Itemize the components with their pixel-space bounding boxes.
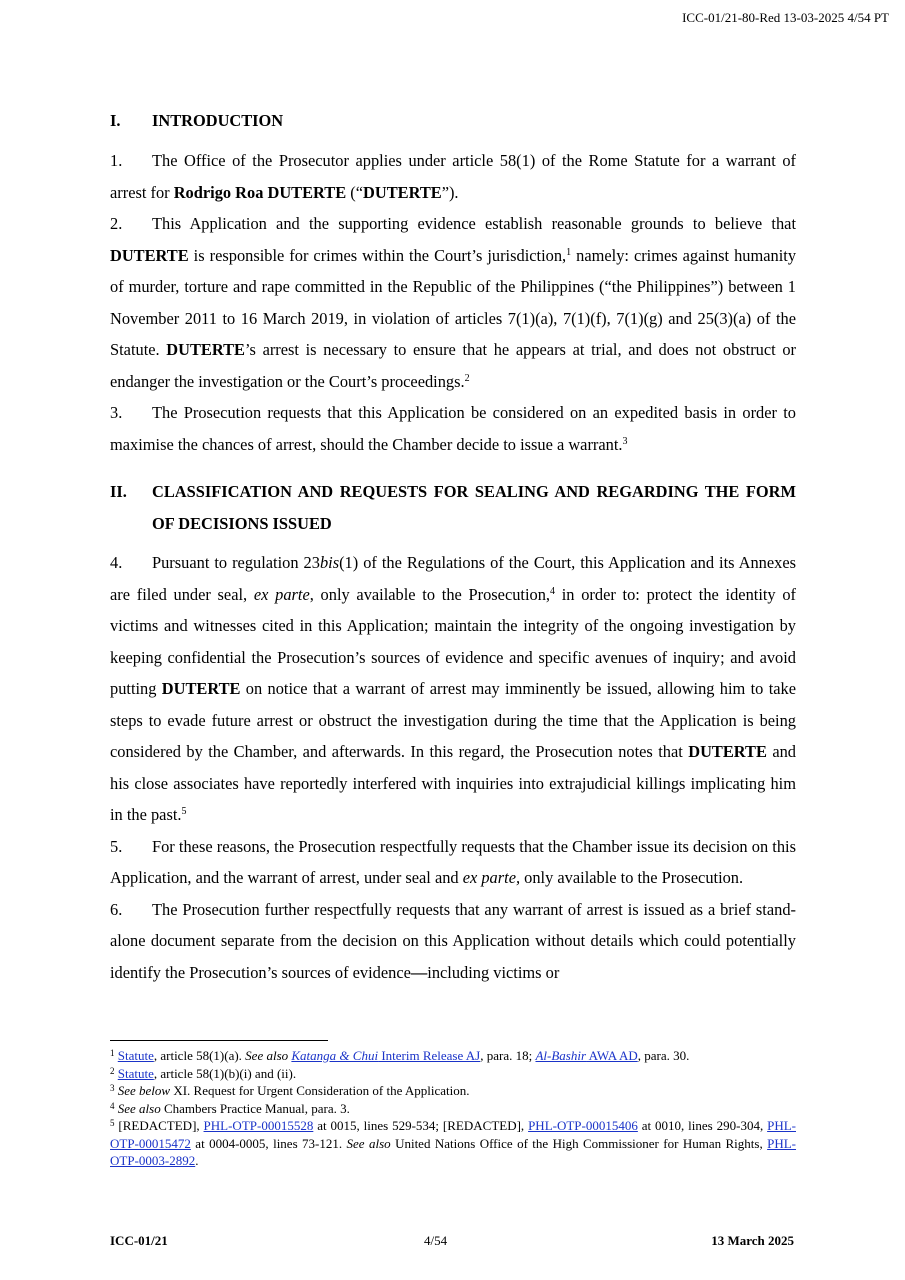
footnote-text: Chambers Practice Manual, para. 3. (160, 1100, 350, 1116)
paragraph-text: Pursuant to regulation 23 (152, 553, 320, 572)
footnote-text: at 0004-0005, lines 73-121. (190, 1135, 347, 1151)
italic-term: ex parte, (462, 868, 521, 887)
defendant-short-name: DUTERTE (363, 182, 442, 202)
defendant-short-name: DUTERTE (166, 340, 245, 359)
paragraph-number: 6. (110, 899, 123, 919)
defendant-short-name: DUTERTE (110, 245, 189, 265)
section-title: INTRODUCTION (152, 111, 284, 130)
footnote-text: , article 58(1)(b)(i) and (ii). (153, 1065, 297, 1081)
see-also-italic: See also (117, 1100, 161, 1116)
footer-case-number: ICC-01/21 (110, 1233, 168, 1248)
footnote-number: 5 (110, 1118, 115, 1128)
classification-paragraphs (110, 547, 796, 988)
footnote-ref-3[interactable]: 3 (622, 435, 628, 447)
footnote-ref-1[interactable]: 1 (566, 246, 572, 258)
paragraph-text: namely: crimes against humanity of murder, torture and rape committed in the Republic of the Philippines (“the Philippines”) between 1 November 2011 to 16 March 2019, in violation of articles 7(1)(a), 7(1)(f), 7(1)(g) and 25(3)(a) of the Statute. (110, 245, 797, 359)
link-evidence-15406[interactable]: PHL-OTP-00015406 (528, 1118, 638, 1133)
defendant-name: Rodrigo Roa DUTERTE (173, 182, 347, 202)
em-dash: — (410, 962, 428, 982)
footnote-text: at 0010, lines 290-304, (637, 1118, 768, 1133)
section-heading-introduction (110, 105, 796, 137)
paragraph-text: ”). (441, 182, 459, 202)
paragraph-number: 2. (110, 214, 123, 233)
section-number: II. (110, 482, 127, 501)
paragraph-text: including victims or (427, 962, 560, 982)
paragraph-text: ’s arrest is necessary to ensure that he appears at trial, and does not obstruct or endanger the investigation or the Court’s proceedings. (110, 340, 797, 391)
paragraph-number: 5. (110, 836, 123, 856)
italic-term: ex parte (253, 584, 310, 604)
paragraph-text: The Office of the Prosecutor applies under article 58(1) of the Rome Statute for a warrant of arrest for (110, 151, 796, 202)
footnote-5 (110, 1117, 796, 1170)
paragraph-text: For these reasons, the Prosecution respectfully requests that the Chamber issue its decision on this Application, and the warrant of arrest, under seal and (110, 836, 796, 887)
section-number: I. (110, 111, 121, 130)
defendant-short-name: DUTERTE (161, 679, 241, 698)
paragraph-text: and his close associates have reportedly interfered with inquiries into extrajudicial killings implicating him in the past. (110, 742, 796, 824)
section-heading-classification (110, 476, 796, 539)
paragraph-1 (110, 145, 796, 208)
paragraph-text: (“ (346, 182, 364, 202)
see-also-italic: See also (346, 1135, 391, 1151)
link-katanga-chui-interim-release[interactable] (291, 1048, 480, 1063)
link-statute[interactable]: Statute (117, 1048, 154, 1063)
footnote-text: United Nations Office of the High Commissioner for Human Rights, (390, 1135, 768, 1151)
footnote-separator (110, 1040, 328, 1041)
footnote-number: 2 (110, 1065, 115, 1076)
footnote-ref-4[interactable]: 4 (550, 585, 556, 597)
link-statute[interactable]: Statute (117, 1065, 154, 1081)
footnote-4 (110, 1100, 796, 1118)
paragraph-5 (110, 831, 796, 894)
paragraph-text: , only available to the Prosecution, (309, 584, 551, 604)
footnote-number: 4 (110, 1100, 115, 1111)
paragraph-number: 1. (110, 151, 123, 170)
defendant-short-name: DUTERTE (688, 742, 767, 761)
footnote-text: . (195, 1153, 199, 1168)
link-evidence-15472[interactable]: PHL-OTP-00015472 (110, 1118, 796, 1151)
footnote-3 (110, 1082, 796, 1100)
paragraph-3 (110, 397, 796, 460)
case-name-italic: Al-Bashir (535, 1048, 587, 1063)
document-reference-header: ICC-01/21-80-Red 13-03-2025 4/54 PT (682, 10, 889, 25)
footnote-text: [REDACTED], (118, 1118, 204, 1133)
paragraph-number: 4. (110, 553, 123, 572)
italic-term: bis (319, 553, 340, 572)
paragraph-text: The Prosecution further respectfully requests that any warrant of arrest is issued as a brief stand-alone document separate from the decision on this Application without details which could potentially identify the Prosecution’s sources of evidence (110, 899, 796, 982)
paragraph-text: is responsible for crimes within the Court’s jurisdiction, (188, 245, 567, 265)
footnote-2 (110, 1065, 796, 1083)
link-al-bashir-awa-ad[interactable] (535, 1048, 637, 1063)
paragraph-text: (1) of the Regulations of the Court, this Application and its Annexes are filed under seal, (110, 553, 796, 604)
paragraph-text: on notice that a warrant of arrest may imminently be issued, allowing him to take steps to evade future arrest or obstruct the investigation during the time that the Application is being considered by the Chamber, and afterwards. In this regard, the Prosecution notes that (110, 679, 797, 761)
link-evidence-2892[interactable]: PHL-OTP-0003-2892 (110, 1135, 797, 1168)
paragraph-4 (110, 547, 796, 831)
footnote-text: , para. 18; (480, 1048, 536, 1063)
link-text: Interim Release AJ (378, 1048, 481, 1063)
link-evidence-15528[interactable]: PHL-OTP-00015528 (203, 1118, 314, 1133)
footnote-text: XI. Request for Urgent Consideration of the Application. (170, 1083, 470, 1098)
footnote-ref-2[interactable]: 2 (464, 372, 470, 384)
see-below-italic: See below (117, 1083, 171, 1098)
footnote-text: at 0015, lines 529-534; [REDACTED], (313, 1118, 529, 1133)
section-title: CLASSIFICATION AND REQUESTS FOR SEALING AND REGARDING THE FORM OF DECISIONS ISSUED (152, 482, 796, 533)
paragraph-text: This Application and the supporting evidence establish reasonable grounds to believe that (152, 214, 796, 233)
footnotes (110, 1047, 796, 1170)
case-name-italic: Katanga & Chui (291, 1048, 379, 1063)
footer-date: 13 March 2025 (711, 1233, 794, 1248)
paragraph-6 (110, 894, 796, 989)
intro-paragraphs (110, 145, 796, 460)
footnote-1 (110, 1047, 796, 1065)
paragraph-text: in order to: protect the identity of victims and witnesses cited in this Application; maintain the integrity of the ongoing investigation by keeping confidential the Prosecution’s sources of evidence and specific avenues of inquiry; and avoid putting (110, 584, 797, 698)
see-also-italic: See also (245, 1048, 289, 1063)
footer-page-number: 4/54 (424, 1233, 448, 1248)
paragraph-2 (110, 208, 796, 397)
paragraph-text: The Prosecution requests that this Application be considered on an expedited basis in order to maximise the chances of arrest, should the Chamber decide to issue a warrant. (110, 403, 796, 454)
footnote-ref-5[interactable]: 5 (181, 806, 187, 817)
footnote-text: , article 58(1)(a). (153, 1048, 246, 1063)
footnote-text: , para. 30. (637, 1048, 690, 1063)
link-text: AWA AD (586, 1048, 638, 1063)
paragraph-text: only available to the Prosecution. (520, 868, 744, 887)
footnote-number: 1 (110, 1048, 115, 1058)
footnote-number: 3 (110, 1083, 115, 1093)
paragraph-number: 3. (110, 403, 123, 422)
